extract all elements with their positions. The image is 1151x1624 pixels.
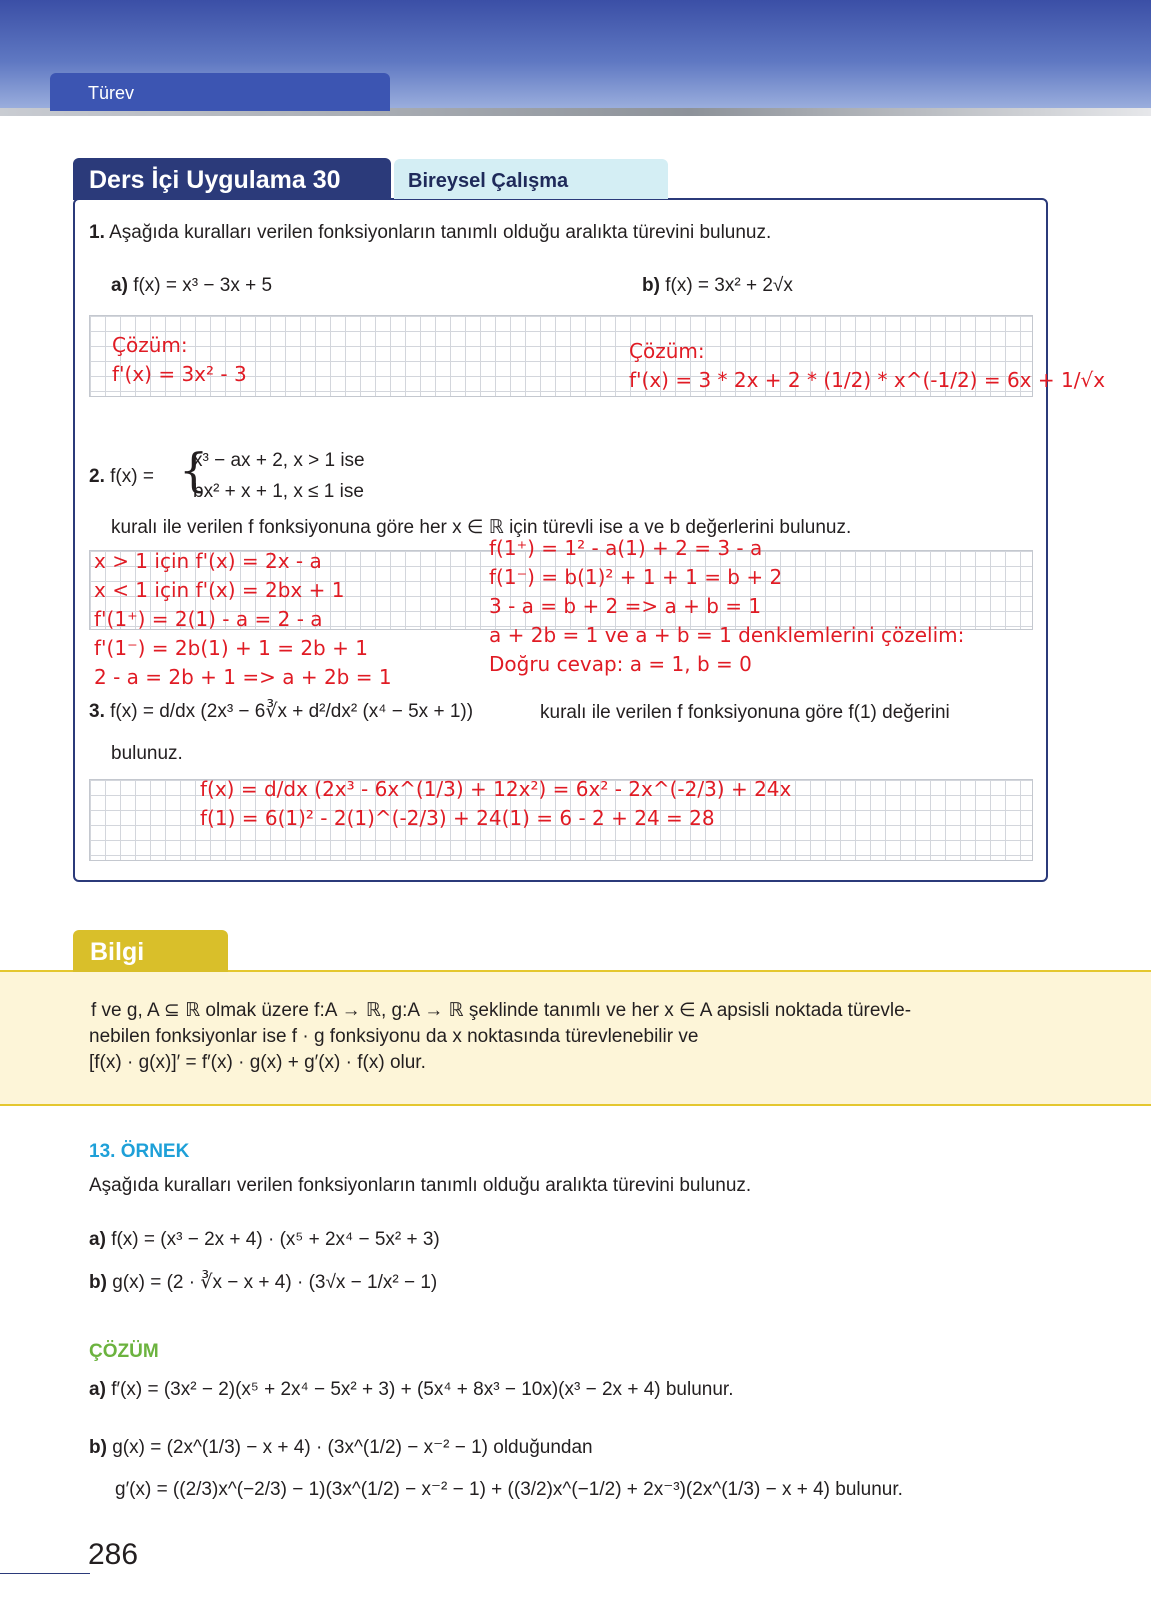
q1-a-solution-label: Çözüm: xyxy=(112,333,188,357)
q3-solution: f(x) = d/dx (2x³ - 6x^(1/3) + 12x²) = 6x² - 2x^(-2/3) + 24x xyxy=(200,777,792,801)
q2-sol-right: f(1⁺) = 1² - a(1) + 2 = 3 - a xyxy=(489,536,763,560)
q2-lhs: 2. f(x) = xyxy=(89,466,154,487)
q2-case1: x³ − ax + 2, x > 1 ise xyxy=(193,450,365,471)
solution-b2: g′(x) = ((2/3)x^(−2/3) − 1)(3x^(1/2) − x⁻² − 1) + ((3/2)x^(−1/2) + 2x⁻³)(2x^(1/3) − x + 4) bulunur. xyxy=(115,1479,903,1500)
solution-title: ÇÖZÜM xyxy=(89,1341,159,1362)
info-formula: [f(x) · g(x)]′ = f′(x) · g(x) + g′(x) · f(x) olur. xyxy=(89,1052,426,1073)
exercise-subtitle: Bireysel Çalışma xyxy=(408,170,569,192)
page-number: 286 xyxy=(88,1538,139,1571)
q3-solution: f(1) = 6(1)² - 2(1)^(-2/3) + 24(1) = 6 - 2 + 24 = 28 xyxy=(200,806,715,830)
q1-b-solution-label: Çözüm: xyxy=(629,339,705,363)
q2-sol-left: x < 1 için f'(x) = 2bx + 1 xyxy=(94,578,345,602)
q2-case2: bx² + x + 1, x ≤ 1 ise xyxy=(193,481,364,502)
info-title: Bilgi xyxy=(90,938,145,966)
q1-b-solution: f'(x) = 3 * 2x + 2 * (1/2) * x^(-1/2) = 6x + 1/√x xyxy=(629,368,1106,392)
q2-text: kuralı ile verilen f fonksiyonuna göre her x ∈ ℝ için türevli ise a ve b değerlerini bulunuz. xyxy=(111,517,852,538)
q2-sol-right: a + 2b = 1 ve a + b = 1 denklemlerini çözelim: xyxy=(489,623,965,647)
q2-sol-right: 3 - a = b + 2 => a + b = 1 xyxy=(489,594,762,618)
q3-text: kuralı ile verilen f fonksiyonuna göre f(1) değerini xyxy=(540,702,950,723)
q2-sol-right: f(1⁻) = b(1)² + 1 + 1 = b + 2 xyxy=(489,565,783,589)
q2-sol-left: f'(1⁻) = 2b(1) + 1 = 2b + 1 xyxy=(94,636,368,660)
q1-a: a) f(x) = x³ − 3x + 5 xyxy=(111,275,273,296)
example-title: 13. ÖRNEK xyxy=(89,1141,190,1162)
example-b: b) g(x) = (2 · ∛x − x + 4) · (3√x − 1/x² − 1) xyxy=(89,1272,438,1293)
q2-sol-left: f'(1⁺) = 2(1) - a = 2 - a xyxy=(94,607,323,631)
q1-b: b) f(x) = 3x² + 2√x xyxy=(642,275,793,296)
q3-text2: bulunuz. xyxy=(111,743,183,764)
page-number-rule xyxy=(0,1573,90,1574)
solution-b1: b) g(x) = (2x^(1/3) − x + 4) · (3x^(1/2) − x⁻² − 1) olduğundan xyxy=(89,1437,593,1458)
section-title: Türev xyxy=(88,83,135,103)
q2-sol-right: Doğru cevap: a = 1, b = 0 xyxy=(489,652,752,676)
q1-a-solution: f'(x) = 3x² - 3 xyxy=(112,362,247,386)
q1-text: 1. Aşağıda kuralları verilen fonksiyonların tanımlı olduğu aralıkta türevini bulunuz. xyxy=(89,222,772,243)
q2-sol-left: 2 - a = 2b + 1 => a + 2b = 1 xyxy=(94,665,392,689)
info-line: f ve g, A ⊆ ℝ olmak üzere f:A → ℝ, g:A → ℝ şeklinde tanımlı ve her x ∈ A apsisli noktada türevle- xyxy=(91,1000,912,1021)
q3-expr: 3. f(x) = d/dx (2x³ − 6∛x + d²/dx² (x⁴ − 5x + 1)) xyxy=(89,701,474,722)
example-text: Aşağıda kuralları verilen fonksiyonların tanımlı olduğu aralıkta türevini bulunuz. xyxy=(89,1175,752,1196)
exercise-title: Ders İçi Uygulama 30 xyxy=(89,166,341,194)
brace-icon: { xyxy=(179,443,209,497)
example-a: a) f(x) = (x³ − 2x + 4) · (x⁵ + 2x⁴ − 5x² + 3) xyxy=(89,1229,440,1250)
info-line: nebilen fonksiyonlar ise f · g fonksiyonu da x noktasında türevlenebilir ve xyxy=(89,1026,699,1047)
solution-a: a) f′(x) = (3x² − 2)(x⁵ + 2x⁴ − 5x² + 3) + (5x⁴ + 8x³ − 10x)(x³ − 2x + 4) bulunur. xyxy=(89,1379,734,1400)
q2-sol-left: x > 1 için f'(x) = 2x - a xyxy=(94,549,322,573)
